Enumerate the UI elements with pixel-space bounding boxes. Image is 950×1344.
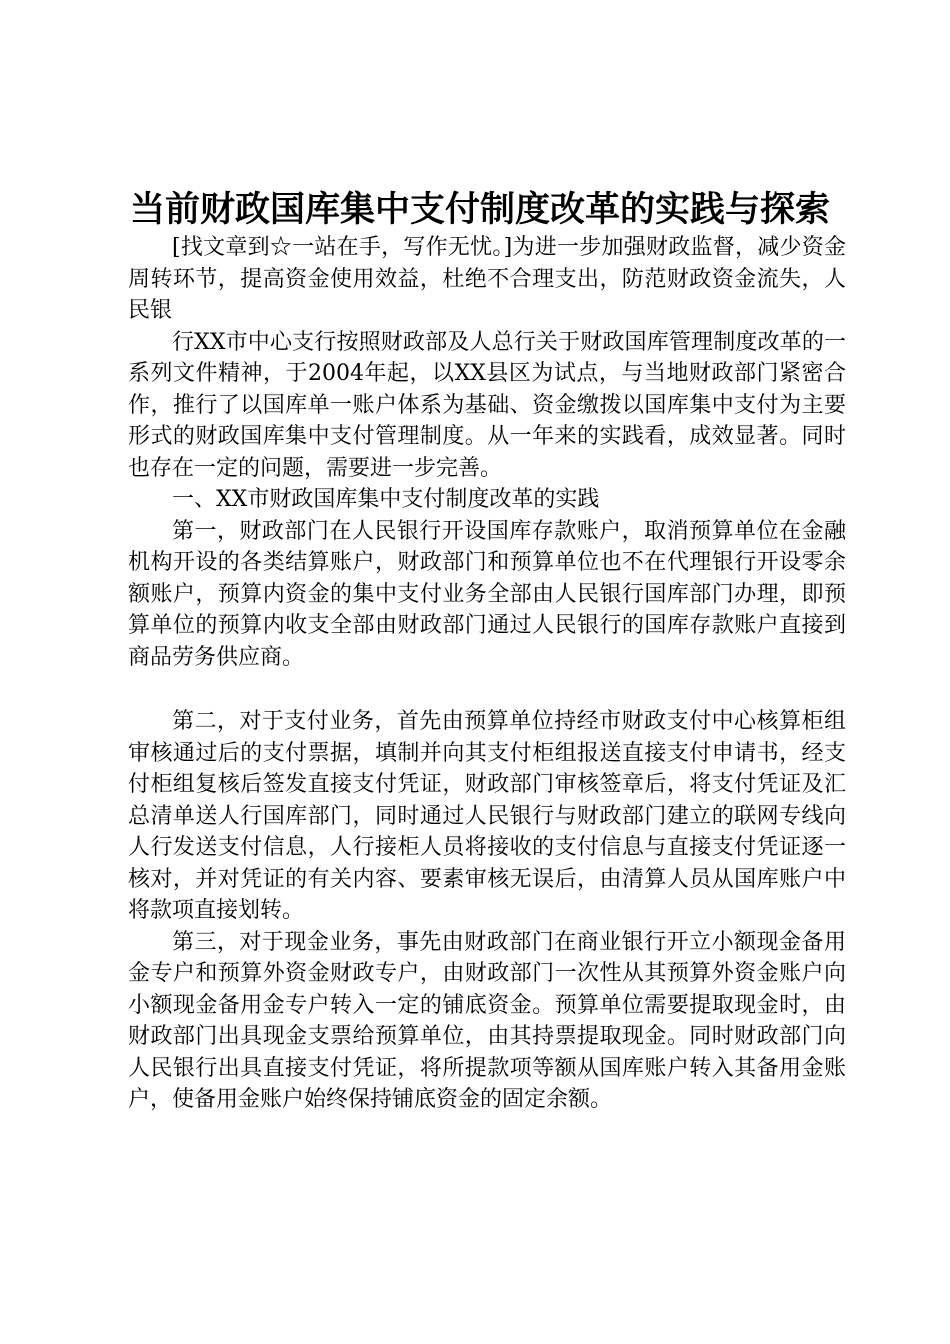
document-title: 当前财政国库集中支付制度改革的实践与探索 bbox=[130, 189, 831, 230]
paragraph-first: 第一，财政部门在人民银行开设国库存款账户，取消预算单位在金融机构开设的各类结算账户，财政部门和预算单位也不在代理银行开设零余额账户，预算内资金的集中支付业务全部由人民银行国库部门办理，即预算单位的预算内收支全部由财政部门通过人民银行的国库存款账户直接到商品劳务供应商。 bbox=[128, 518, 846, 670]
paragraph-intro: [找文章到☆一站在手，写作无忧。]为进一步加强财政监督，减少资金周转环节，提高资金使用效益，杜绝不合理支出，防范财政资金流失，人民银 bbox=[128, 235, 846, 323]
paragraph-third: 第三，对于现金业务，事先由财政部门在商业银行开立小额现金备用金专户和预算外资金财政专户，由财政部门一次性从其预算外资金账户向小额现金备用金专户转入一定的铺底资金。预算单位需要提取现金时，由财政部门出具现金支票给预算单位，由其持票提取现金。同时财政部门向人民银行出具直接支付凭证，将所提款项等额从国库账户转入其备用金账户，使备用金账户始终保持铺底资金的固定余额。 bbox=[128, 929, 846, 1112]
document-body bbox=[128, 232, 846, 1116]
section-heading-practice: 一、XX市财政国库集中支付制度改革的实践 bbox=[172, 487, 600, 512]
paragraph-second: 第二，对于支付业务，首先由预算单位持经市财政支付中心核算柜组审核通过后的支付票据，填制并向其支付柜组报送直接支付申请书，经支付柜组复核后签发直接支付凭证，财政部门审核签章后，将支付凭证及汇总清单送人行国库部门，同时通过人民银行与财政部门建立的联网专线向人行发送支付信息，人行接柜人员将接收的支付信息与直接支付凭证逐一核对，并对凭证的有关内容、要素审核无误后，由清算人员从国库账户中将款项直接划转。 bbox=[128, 709, 846, 923]
paragraph-background: 行XX市中心支行按照财政部及人总行关于财政国库管理制度改革的一系列文件精神，于2004年起，以XX县区为试点，与当地财政部门紧密合作，推行了以国库单一账户体系为基础、资金缴拨以国库集中支付为主要形式的财政国库集中支付管理制度。从一年来的实践看，成效显著。同时也存在一定的问题，需要进一步完善。 bbox=[128, 329, 846, 481]
